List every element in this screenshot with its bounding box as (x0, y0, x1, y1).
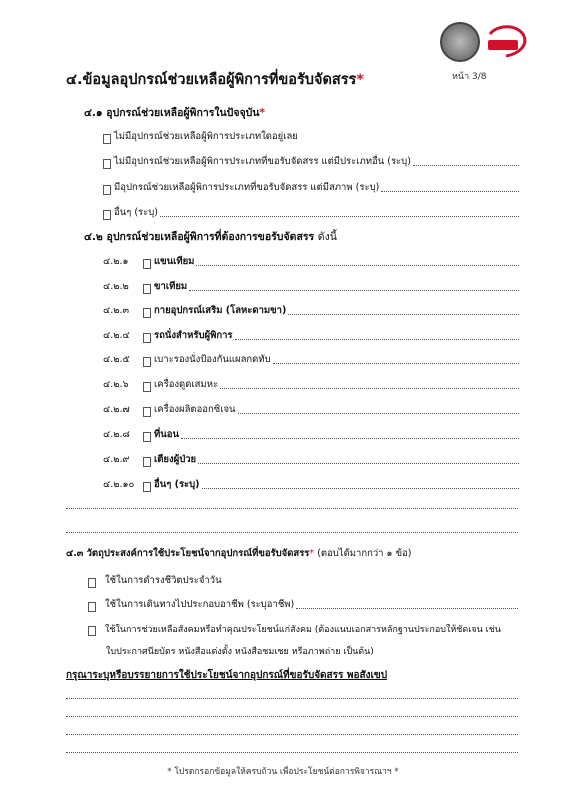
item-4-2-8[interactable] (103, 427, 519, 442)
subsection-4-1-title (84, 104, 265, 121)
checkbox[interactable] (143, 457, 151, 467)
item-label: กายอุปกรณ์เสริม (โลหะดามขา) (154, 305, 287, 316)
fill-in-line[interactable] (296, 608, 518, 609)
fill-in-line[interactable] (235, 339, 519, 340)
item-label: อื่นๆ (ระบุ) (154, 479, 200, 490)
item-label: เครื่องผลิตออกซิเจน (154, 404, 236, 415)
fill-in-line[interactable] (66, 752, 518, 753)
checkbox[interactable] (143, 382, 151, 392)
checkbox[interactable] (143, 259, 151, 269)
option-label: ใช้ในการดำรงชีวิตประจำวัน (105, 575, 222, 586)
item-4-2-7[interactable] (103, 402, 519, 417)
fill-in-line[interactable] (66, 508, 518, 509)
footer-note: * โปรดกรอกข้อมูลให้ครบถ้วน เพื่อประโยชน์ต่อการพิจารณาฯ * (167, 767, 399, 777)
fill-in-line[interactable] (273, 363, 519, 364)
subsection-4-2-suffix: ดังนี้ (317, 231, 337, 243)
checkbox[interactable] (143, 333, 151, 343)
item-label: ขาเทียม (154, 281, 188, 292)
fill-in-line[interactable] (238, 413, 519, 414)
item-number: ๔.๒.๑ (103, 256, 129, 267)
section-title (66, 68, 364, 91)
fill-in-line[interactable] (160, 216, 519, 217)
subsection-4-3-title (66, 546, 412, 561)
checkbox[interactable] (103, 210, 111, 220)
required-mark: * (259, 107, 265, 119)
option-label: มีอุปกรณ์ช่วยเหลือผู้พิการประเภทที่ขอรับจัดสรร แต่มีสภาพ (ระบุ) (114, 182, 380, 193)
option-4-1-4[interactable] (103, 205, 519, 220)
page-number: หน้า 3/8 (452, 72, 487, 82)
item-4-2-9[interactable] (103, 452, 519, 467)
fill-in-line[interactable] (66, 716, 518, 717)
fill-in-line[interactable] (66, 734, 518, 735)
checkbox[interactable] (88, 578, 96, 588)
option-label: ใช้ในการเดินทางไปประกอบอาชีพ (ระบุอาชีพ) (105, 599, 295, 610)
item-label: เบาะรองนั่งป้องกันแผลกดทับ (154, 354, 271, 365)
item-4-2-6[interactable] (103, 377, 519, 392)
subsection-4-3-note: (ตอบได้มากกว่า ๑ ข้อ) (317, 548, 412, 559)
checkbox[interactable] (103, 159, 111, 169)
option-label: อื่นๆ (ระบุ) (114, 207, 158, 218)
required-mark: * (356, 72, 364, 88)
subsection-4-1-title-text: ๔.๑ อุปกรณ์ช่วยเหลือผู้พิการในปัจจุบัน (84, 107, 260, 119)
government-seal-icon (440, 22, 480, 62)
checkbox[interactable] (143, 308, 151, 318)
fill-in-line[interactable] (413, 165, 519, 166)
item-number: ๔.๒.๓ (103, 305, 129, 316)
item-label: เตียงผู้ป่วย (154, 454, 197, 465)
checkbox[interactable] (88, 602, 96, 612)
item-number: ๔.๒.๔ (103, 330, 130, 341)
subsection-4-2-title-text: ๔.๒ อุปกรณ์ช่วยเหลือผู้พิการที่ต้องการขอรับจัดสรร (84, 231, 315, 243)
section-title-text: ๔.ข้อมูลอุปกรณ์ช่วยเหลือผู้พิการที่ขอรับจัดสรร (66, 72, 357, 88)
option-4-1-3[interactable] (103, 180, 519, 195)
subsection-4-3-title-text: ๔.๓ วัตถุประสงค์การใช้ประโยชน์จากอุปกรณ์ที่ขอรับจัดสรร (66, 548, 310, 559)
item-number: ๔.๒.๒ (103, 281, 129, 292)
item-4-2-5[interactable] (103, 352, 519, 367)
fill-in-line[interactable] (381, 191, 519, 192)
organization-logo-icon (484, 24, 528, 58)
checkbox[interactable] (103, 134, 111, 144)
checkbox[interactable] (143, 357, 151, 367)
fill-in-line[interactable] (196, 265, 519, 266)
purpose-option-3[interactable] (88, 622, 501, 636)
item-label: ที่นอน (154, 429, 179, 440)
fill-in-line[interactable] (288, 314, 519, 315)
purpose-option-3-continued: ใบประกาศนียบัตร หนังสือแต่งตั้ง หนังสือชมเชย หรือภาพถ่าย เป็นต้น) (106, 647, 374, 657)
item-number: ๔.๒.๘ (103, 429, 130, 440)
option-label: ใช้ในการช่วยเหลือสังคมหรือทำคุณประโยชน์แก่สังคม (ต้องแนบเอกสารหลักฐานประกอบให้ชัดเจน เช่น (105, 625, 501, 635)
option-4-1-2[interactable] (103, 154, 519, 169)
item-number: ๔.๒.๗ (103, 404, 130, 415)
item-number: ๔.๒.๖ (103, 379, 129, 390)
fill-in-line[interactable] (66, 698, 518, 699)
fill-in-line[interactable] (202, 488, 519, 489)
subsection-4-2-title (84, 228, 337, 245)
item-label: แขนเทียม (154, 256, 195, 267)
describe-title: กรุณาระบุหรือบรรยายการใช้ประโยชน์จากอุปกรณ์ที่ขอรับจัดสรร พอสังเขป (66, 670, 388, 681)
fill-in-line[interactable] (198, 463, 519, 464)
purpose-option-1[interactable] (88, 573, 222, 588)
option-label: ไม่มีอุปกรณ์ช่วยเหลือผู้พิการประเภทใดอยู่เลย (114, 131, 298, 142)
purpose-option-2[interactable] (88, 597, 518, 612)
checkbox[interactable] (88, 626, 96, 636)
option-label: ไม่มีอุปกรณ์ช่วยเหลือผู้พิการประเภทที่ขอรับจัดสรร แต่มีประเภทอื่น (ระบุ) (114, 156, 411, 167)
checkbox[interactable] (143, 407, 151, 417)
fill-in-line[interactable] (181, 438, 519, 439)
item-label: เครื่องดูดเสมหะ (154, 379, 219, 390)
item-4-2-4[interactable] (103, 328, 519, 343)
fill-in-line[interactable] (66, 532, 518, 533)
checkbox[interactable] (143, 284, 151, 294)
fill-in-line[interactable] (189, 290, 519, 291)
checkbox[interactable] (103, 185, 111, 195)
header-logos (440, 22, 530, 62)
item-4-2-1[interactable] (103, 254, 519, 269)
item-label: รถนั่งสำหรับผู้พิการ (154, 330, 233, 341)
item-4-2-3[interactable] (103, 303, 519, 318)
item-4-2-2[interactable] (103, 279, 519, 294)
fill-in-line[interactable] (220, 388, 519, 389)
checkbox[interactable] (143, 432, 151, 442)
option-4-1-1[interactable] (103, 129, 298, 144)
item-number: ๔.๒.๙ (103, 454, 130, 465)
item-number: ๔.๒.๑๐ (103, 479, 135, 490)
checkbox[interactable] (143, 482, 151, 492)
item-4-2-10[interactable] (103, 477, 519, 492)
item-number: ๔.๒.๕ (103, 354, 130, 365)
required-mark: * (309, 548, 315, 559)
